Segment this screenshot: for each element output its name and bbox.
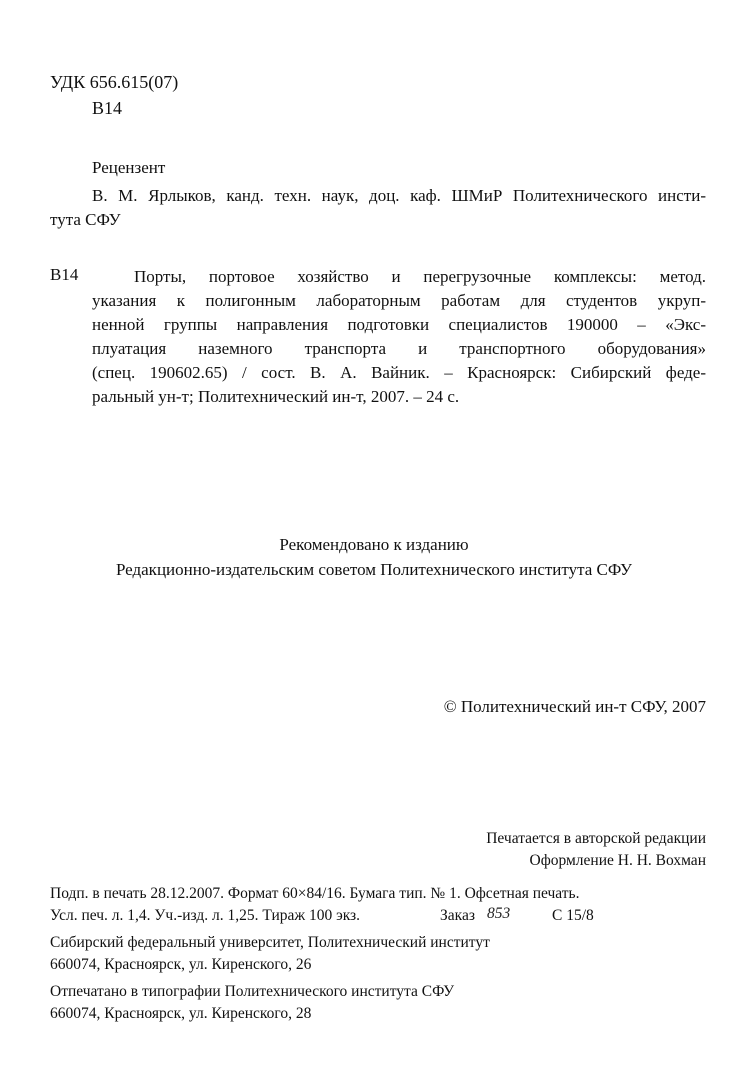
author-mark: В14 [92, 98, 123, 118]
print-code: С 15/8 [552, 907, 594, 924]
bibliographic-line: Порты, портовое хозяйство и перегрузочные комплексы: метод. [134, 267, 706, 286]
imprint-signed: Подп. в печать 28.12.2007. Формат 60×84/16. Бумага тип. № 1. Офсетная печать. [50, 885, 580, 902]
publisher-address: 660074, Красноярск, ул. Киренского, 26 [50, 956, 312, 973]
recommended-line-1: Рекомендовано к изданию [279, 535, 469, 554]
copyright: © Политехнический ин-т СФУ, 2007 [443, 697, 706, 716]
imprint-sheets: Усл. печ. л. 1,4. Уч.-изд. л. 1,25. Тираж 100 экз. [50, 907, 361, 924]
recommended-line-2: Редакционно-издательским советом Политехнического института СФУ [115, 560, 633, 579]
authors-edition-note: Печатается в авторской редакции [486, 830, 706, 847]
printer-name: Отпечатано в типографии Политехнического института СФУ [50, 983, 455, 1000]
bibliographic-line: ральный ун-т; Политехнический ин-т, 2007. – 24 с. [92, 387, 460, 406]
design-credit: Оформление Н. Н. Вохман [529, 852, 706, 869]
reviewer-line: тута СФУ [50, 210, 121, 229]
bibliographic-line: плуатация наземного транспорта и транспортного оборудования» [92, 339, 706, 358]
order-label: Заказ [440, 907, 475, 924]
udc-code: УДК 656.615(07) [50, 72, 179, 92]
bibliographic-line: указания к полигонным лабораторным работам для студентов укруп- [92, 291, 706, 310]
bibliographic-mark: В14 [50, 265, 79, 284]
reviewer-text [50, 184, 706, 232]
reviewer-line: В. М. Ярлыков, канд. техн. наук, доц. каф. ШМиР Политехнического инсти- [92, 186, 706, 205]
bibliographic-description [92, 265, 706, 409]
bibliographic-line: (спец. 190602.65) / сост. В. А. Вайник. – Красноярск: Сибирский феде- [92, 363, 706, 382]
reviewer-label: Рецензент [92, 158, 166, 177]
printer-address: 660074, Красноярск, ул. Киренского, 28 [50, 1005, 312, 1022]
order-number: 853 [487, 905, 511, 922]
bibliographic-line: ненной группы направления подготовки специалистов 190000 – «Экс- [92, 315, 706, 334]
publisher-name: Сибирский федеральный университет, Политехнический институт [50, 934, 490, 951]
